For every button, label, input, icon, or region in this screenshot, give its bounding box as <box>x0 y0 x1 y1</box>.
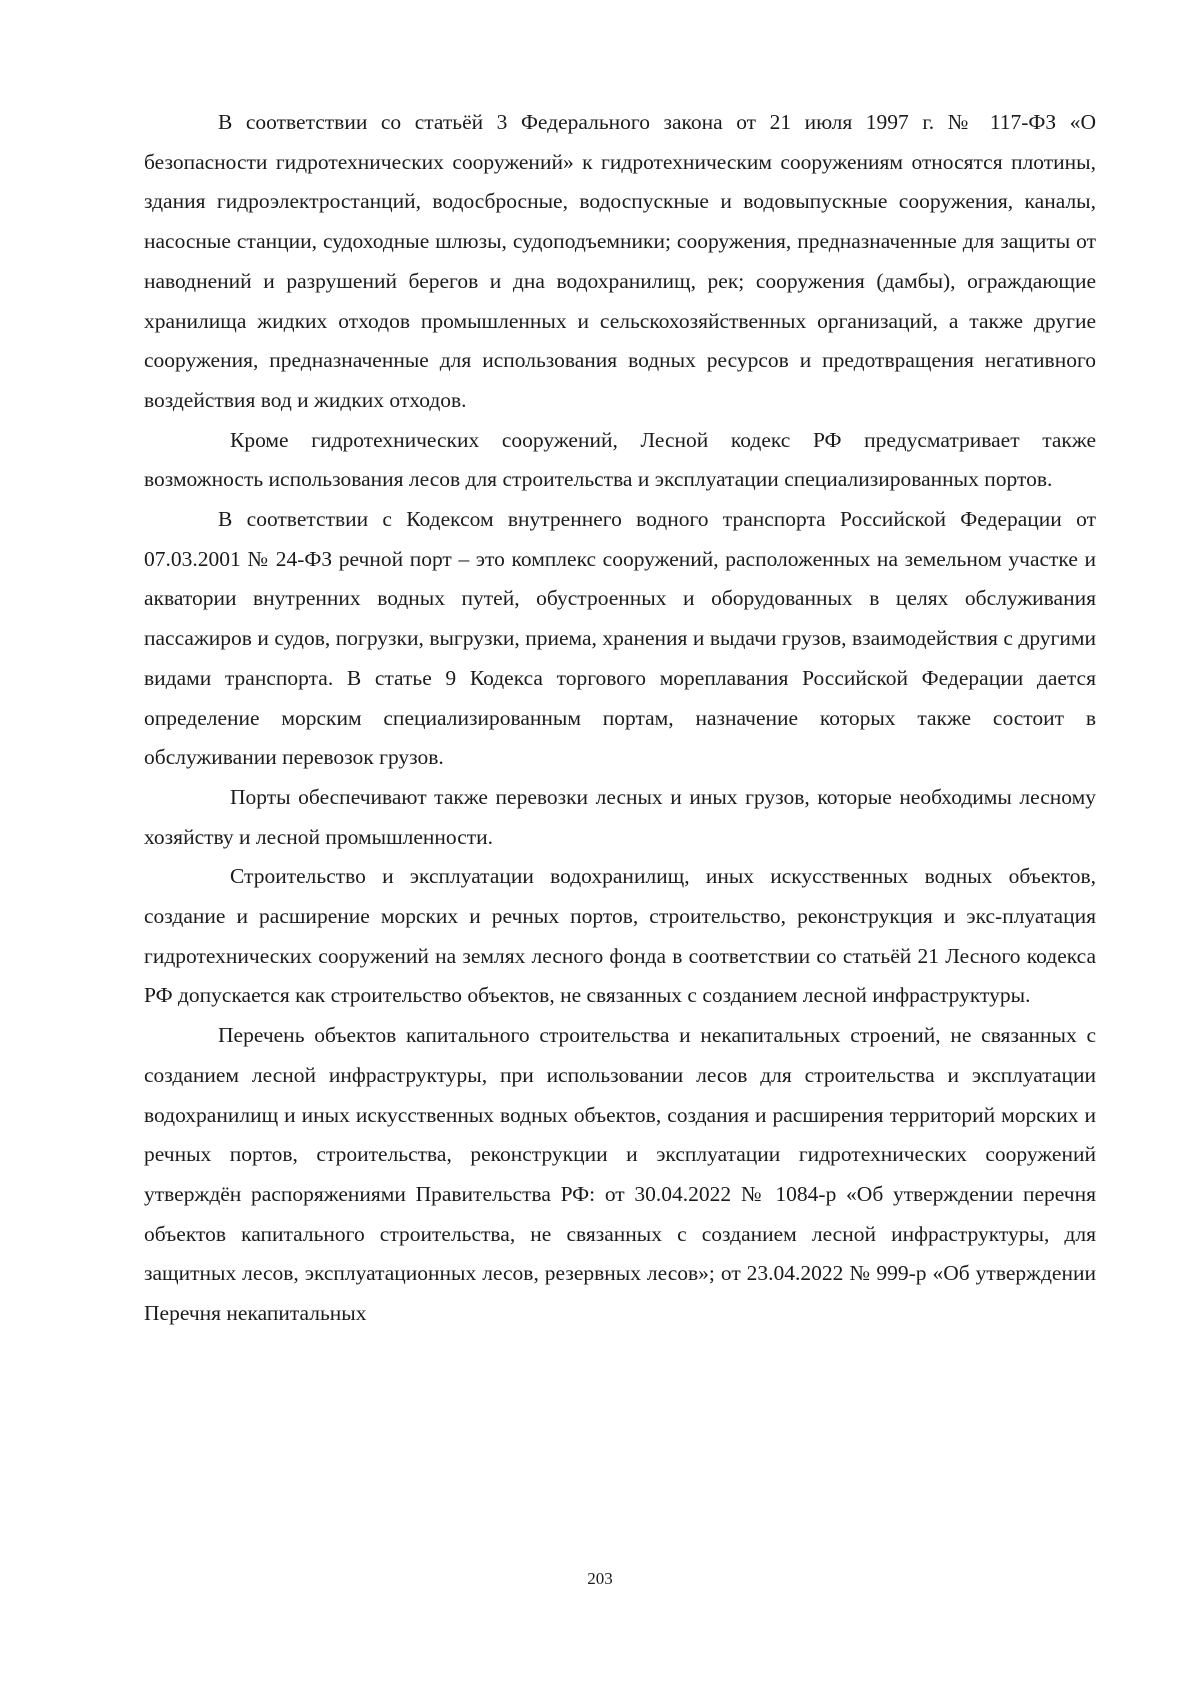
paragraph-specialized-ports: Кроме гидротехнических сооружений, Лесной кодекс РФ предусматривает также возможность использования лесов для строительства и эксплуатации специализированных портов. <box>144 427 1096 492</box>
paragraph-gts-definition: В соответствии со статьёй 3 Федерального закона от 21 июля 1997 г. № 117-ФЗ «О безопасности гидротехнических сооружений» к гидротехническим сооружениям относятся плотины, здания гидроэлектростанций, водосбросные, водоспускные и водовыпускные сооружения, каналы, насосные станции, судоходные шлюзы, судоподъемники; сооружения, предназначенные для защиты от наводнений и разрушений берегов и дна водохранилищ, рек; сооружения (дамбы), ограждающие хранилища жидких отходов промышленных и сельскохозяйственных организаций, а также другие сооружения, предназначенные для использования водных ресурсов и предотвращения негативного воздействия вод и жидких отходов. <box>144 110 1096 412</box>
paragraph-ports-cargo: Порты обеспечивают также перевозки лесных и иных грузов, которые необходимы лесному хозяйству и лесной промышленности. <box>144 784 1096 849</box>
paragraph-river-port-definition: В соответствии с Кодексом внутреннего водного транспорта Российской Федерации от 07.03.2001 № 24-ФЗ речной порт – это комплекс сооружений, расположенных на земельном участке и акватории внутренних водных путей, обустроенных и оборудованных в целях обслуживания пассажиров и судов, погрузки, выгрузки, приема, хранения и выдачи грузов, взаимодействия с другими видами транспорта. В статье 9 Кодекса торгового мореплавания Российской Федерации дается определение морским специализированным портам, назначение которых также состоит в обслуживании перевозок грузов. <box>144 507 1096 770</box>
document-body <box>144 103 1096 1334</box>
page-number: 203 <box>587 1569 613 1588</box>
paragraph-objects-list: Перечень объектов капитального строительства и некапитальных строений, не связанных с созданием лесной инфраструктуры, при использовании лесов для строительства и эксплуатации водохранилищ и иных искусственных водных объектов, создания и расширения территорий морских и речных портов, строительства, реконструкции и эксплуатации гидротехнических сооружений утверждён распоряжениями Правительства РФ: от 30.04.2022 № 1084-р «Об утверждении перечня объектов капитального строительства, не связанных с созданием лесной инфраструктуры, для защитных лесов, эксплуатационных лесов, резервных лесов»; от 23.04.2022 № 999-р «Об утверждении Перечня некапитальных <box>144 1023 1096 1326</box>
paragraph-construction-article-21: Строительство и эксплуатации водохранилищ, иных искусственных водных объектов, создание и расширение морских и речных портов, строительство, реконструкция и экс-плуатация гидротехнических сооружений на землях лесного фонда в соответствии со статьёй 21 Лесного кодекса РФ допускается как строительство объектов, не связанных с созданием лесной инфраструктуры. <box>144 864 1096 1008</box>
